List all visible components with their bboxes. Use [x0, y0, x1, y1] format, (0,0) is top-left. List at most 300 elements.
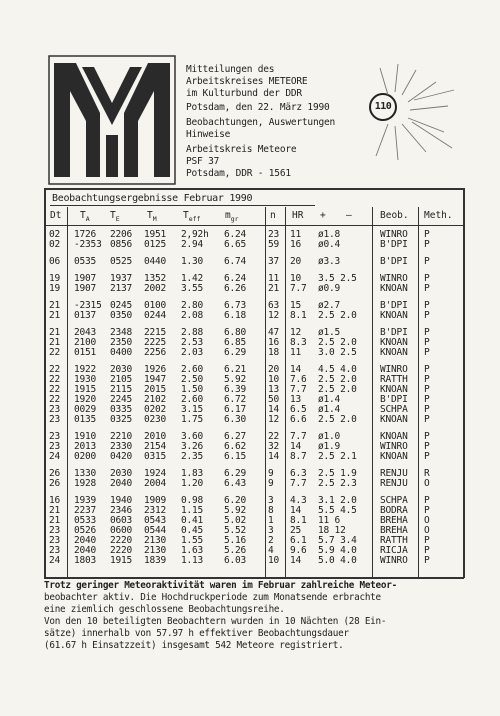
- table-cell-day: 02: [49, 229, 61, 240]
- table-cell-meteor-count: 59: [268, 239, 280, 250]
- table-cell-limiting-mag: 6.39: [224, 384, 247, 395]
- table-cell-end-time: 2350: [110, 337, 133, 348]
- table-cell-limiting-mag: 6.29: [224, 347, 247, 358]
- table-cell-observer: BREHA: [380, 525, 408, 536]
- table-cell-limiting-mag: 6.85: [224, 337, 247, 348]
- table-cell-hourly-rate: 11: [290, 347, 302, 358]
- table-cell-mid-time: 2312: [144, 505, 167, 516]
- table-cell-hourly-rate: 15: [290, 300, 302, 311]
- table-cell-mid-time: 2154: [144, 441, 167, 452]
- table-cell-meteor-count: 12: [268, 310, 280, 321]
- table-cell-effective-time: 2.03: [181, 347, 204, 358]
- table-cell-day: 21: [49, 337, 61, 348]
- table-cell-limiting-mag: 5.52: [224, 525, 247, 536]
- table-cell-meteor-count: 8: [268, 505, 274, 516]
- table-cell-begin-time: 1920: [74, 394, 97, 405]
- table-cell-method: P: [424, 451, 430, 462]
- table-cell-effective-time: 3.60: [181, 431, 204, 442]
- table-cell-limiting-mag: 6.18: [224, 310, 247, 321]
- table-cell-mag-estimates: 18 12: [318, 525, 346, 536]
- table-cell-limiting-mag: 6.74: [224, 256, 247, 267]
- table-cell-meteor-count: 20: [268, 364, 280, 375]
- table-cell-hourly-rate: 14: [290, 364, 302, 375]
- col-header-beob: Beob.: [380, 210, 409, 221]
- table-cell-begin-time: 1928: [74, 478, 97, 489]
- table-cell-method: P: [424, 229, 430, 240]
- table-cell-mid-time: 1352: [144, 273, 167, 284]
- table-cell-observer: KNOAN: [380, 431, 408, 442]
- table-cell-mid-time: 0440: [144, 256, 167, 267]
- table-cell-meteor-count: 23: [268, 229, 280, 240]
- table-cell-effective-time: 1.15: [181, 505, 204, 516]
- table-cell-meteor-count: 47: [268, 327, 280, 338]
- table-cell-effective-time: 0.45: [181, 525, 204, 536]
- table-cell-begin-time: 1907: [74, 273, 97, 284]
- table-cell-mag-estimates: 3.1 2.0: [318, 495, 357, 506]
- header-line-9: Potsdam, DDR - 1561: [186, 168, 291, 179]
- table-cell-begin-time: 1915: [74, 384, 97, 395]
- table-cell-method: P: [424, 545, 430, 556]
- table-cell-effective-time: 3.15: [181, 404, 204, 415]
- table-cell-mid-time: 0543: [144, 515, 167, 526]
- table-cell-meteor-count: 32: [268, 441, 280, 452]
- table-cell-day: 21: [49, 327, 61, 338]
- table-cell-limiting-mag: 5.16: [224, 535, 247, 546]
- table-cell-mag-estimates: ø1.4: [318, 404, 341, 415]
- table-cell-mid-time: 2010: [144, 431, 167, 442]
- table-cell-effective-time: 1.20: [181, 478, 204, 489]
- table-cell-mag-estimates: ø1.4: [318, 394, 341, 405]
- table-cell-begin-time: 1726: [74, 229, 97, 240]
- table-cell-hourly-rate: 8.1: [290, 310, 307, 321]
- table-cell-hourly-rate: 6.5: [290, 404, 307, 415]
- table-cell-limiting-mag: 5.02: [224, 515, 247, 526]
- table-cell-method: P: [424, 300, 430, 311]
- table-cell-begin-time: -2353: [74, 239, 102, 250]
- table-cell-method: P: [424, 239, 430, 250]
- table-cell-limiting-mag: 6.21: [224, 364, 247, 375]
- table-cell-day: 23: [49, 441, 61, 452]
- table-cell-observer: KNOAN: [380, 347, 408, 358]
- table-cell-day: 23: [49, 404, 61, 415]
- col-header-teff-main: T: [183, 210, 189, 221]
- table-cell-begin-time: 2237: [74, 505, 97, 516]
- table-cell-method: P: [424, 347, 430, 358]
- table-cell-end-time: 2030: [110, 364, 133, 375]
- table-cell-end-time: 0856: [110, 239, 133, 250]
- table-cell-end-time: 2210: [110, 431, 133, 442]
- table-cell-mid-time: 1909: [144, 495, 167, 506]
- table-cell-mag-estimates: 5.9 4.0: [318, 545, 357, 556]
- table-cell-observer: WINRO: [380, 364, 408, 375]
- table-cell-limiting-mag: 6.29: [224, 468, 247, 479]
- table-cell-hourly-rate: 25: [290, 525, 302, 536]
- header-line-3: im Kulturbund der DDR: [186, 88, 302, 99]
- table-cell-end-time: 2346: [110, 505, 133, 516]
- table-cell-end-time: 0420: [110, 451, 133, 462]
- table-cell-hourly-rate: 20: [290, 256, 302, 267]
- col-header-teff: [183, 210, 200, 223]
- col-header-dash: —: [346, 210, 352, 221]
- table-cell-hourly-rate: 14: [290, 555, 302, 566]
- table-cell-end-time: 2348: [110, 327, 133, 338]
- table-cell-end-time: 1940: [110, 495, 133, 506]
- table-cell-begin-time: 2043: [74, 327, 97, 338]
- table-cell-day: 23: [49, 545, 61, 556]
- table-cell-meteor-count: 13: [268, 384, 280, 395]
- col-header-te: [110, 210, 120, 223]
- header-line-7: Arbeitskreis Meteore: [186, 144, 297, 155]
- table-cell-end-time: 0400: [110, 347, 133, 358]
- table-cell-meteor-count: 2: [268, 535, 274, 546]
- table-cell-day: 22: [49, 374, 61, 385]
- table-cell-day: 19: [49, 273, 61, 284]
- table-cell-observer: WINRO: [380, 273, 408, 284]
- table-cell-mag-estimates: 5.7 3.4: [318, 535, 357, 546]
- table-cell-day: 19: [49, 283, 61, 294]
- table-cell-effective-time: 2.80: [181, 300, 204, 311]
- table-cell-limiting-mag: 6.43: [224, 478, 247, 489]
- table-cell-day: 24: [49, 555, 61, 566]
- table-cell-begin-time: 2100: [74, 337, 97, 348]
- table-cell-mid-time: 2256: [144, 347, 167, 358]
- table-cell-begin-time: 0151: [74, 347, 97, 358]
- table-cell-meteor-count: 50: [268, 394, 280, 405]
- table-cell-end-time: 1937: [110, 273, 133, 284]
- table-cell-method: P: [424, 337, 430, 348]
- table-cell-limiting-mag: 5.26: [224, 545, 247, 556]
- header-line-2: Arbeitskreises METEORE: [186, 76, 308, 87]
- table-top-border: [44, 188, 464, 190]
- col-header-meth: Meth.: [424, 210, 453, 221]
- table-cell-day: 26: [49, 478, 61, 489]
- table-cell-hourly-rate: 12: [290, 327, 302, 338]
- table-cell-observer: KNOAN: [380, 384, 408, 395]
- table-cell-effective-time: 1.75: [181, 414, 204, 425]
- table-cell-limiting-mag: 6.30: [224, 414, 247, 425]
- table-cell-method: P: [424, 364, 430, 375]
- table-cell-mag-estimates: 4.5 4.0: [318, 364, 357, 375]
- table-cell-method: P: [424, 394, 430, 405]
- table-cell-mid-time: 2002: [144, 283, 167, 294]
- table-cell-hourly-rate: 14: [290, 505, 302, 516]
- table-cell-end-time: 0600: [110, 525, 133, 536]
- table-cell-limiting-mag: 6.72: [224, 394, 247, 405]
- table-cell-mid-time: 1947: [144, 374, 167, 385]
- footer-line-2: beobachter aktiv. Die Hochdruckperiode zum Monatsende erbrachte: [44, 592, 381, 603]
- table-cell-observer: B'DPI: [380, 327, 408, 338]
- table-cell-limiting-mag: 5.92: [224, 505, 247, 516]
- table-cell-limiting-mag: 6.15: [224, 451, 247, 462]
- col-rule-1: [67, 207, 68, 577]
- table-cell-effective-time: 2,92h: [181, 229, 209, 240]
- table-cell-mag-estimates: 2.5 2.0: [318, 337, 357, 348]
- table-cell-effective-time: 1.63: [181, 545, 204, 556]
- table-cell-hourly-rate: 11: [290, 229, 302, 240]
- table-cell-mag-estimates: 5.0 4.0: [318, 555, 357, 566]
- table-cell-method: P: [424, 256, 430, 267]
- col-header-ta-sub: A: [85, 214, 90, 223]
- table-cell-day: 21: [49, 310, 61, 321]
- col-header-ta-main: T: [80, 210, 86, 221]
- table-cell-hourly-rate: 9.6: [290, 545, 307, 556]
- table-cell-mid-time: 2102: [144, 394, 167, 405]
- table-cell-day: 23: [49, 535, 61, 546]
- table-cell-method: O: [424, 515, 430, 526]
- table-cell-observer: BREHA: [380, 515, 408, 526]
- table-cell-effective-time: 1.13: [181, 555, 204, 566]
- table-cell-begin-time: 1803: [74, 555, 97, 566]
- table-cell-meteor-count: 1: [268, 515, 274, 526]
- table-cell-end-time: 2206: [110, 229, 133, 240]
- table-cell-hourly-rate: 7.7: [290, 478, 307, 489]
- table-cell-observer: RATTH: [380, 374, 408, 385]
- table-cell-effective-time: 1.83: [181, 468, 204, 479]
- footer-line-4: Von den 10 beteiligten Beobachtern wurden in 10 Nächten (28 Ein-: [44, 616, 387, 627]
- col-rule-2: [265, 207, 266, 577]
- col-header-mgr-main: m: [225, 210, 231, 221]
- table-title: Beobachtungsergebnisse Februar 1990: [52, 193, 253, 204]
- table-cell-begin-time: 2013: [74, 441, 97, 452]
- col-header-tm-main: T: [147, 210, 153, 221]
- table-cell-day: 23: [49, 525, 61, 536]
- issue-number: 110: [374, 101, 392, 112]
- table-cell-begin-time: 0137: [74, 310, 97, 321]
- table-cell-observer: B'DPI: [380, 239, 408, 250]
- table-cell-begin-time: 0535: [74, 256, 97, 267]
- table-cell-observer: WINRO: [380, 441, 408, 452]
- table-cell-method: O: [424, 525, 430, 536]
- table-cell-meteor-count: 10: [268, 555, 280, 566]
- table-cell-hourly-rate: 7.7: [290, 431, 307, 442]
- table-cell-method: P: [424, 327, 430, 338]
- table-cell-observer: KNOAN: [380, 414, 408, 425]
- table-cell-observer: RENJU: [380, 468, 408, 479]
- table-cell-begin-time: 0533: [74, 515, 97, 526]
- table-cell-day: 16: [49, 495, 61, 506]
- table-cell-begin-time: 0526: [74, 525, 97, 536]
- table-cell-observer: SCHPA: [380, 495, 408, 506]
- table-cell-effective-time: 2.35: [181, 451, 204, 462]
- table-cell-hourly-rate: 8.3: [290, 337, 307, 348]
- col-header-teff-sub: eff: [188, 214, 201, 223]
- table-cell-end-time: 1915: [110, 555, 133, 566]
- header-line-8: PSF 37: [186, 156, 220, 167]
- header-line-6: Hinweise: [186, 129, 231, 140]
- table-cell-mag-estimates: 11 6: [318, 515, 341, 526]
- table-cell-effective-time: 0.98: [181, 495, 204, 506]
- table-cell-begin-time: 1930: [74, 374, 97, 385]
- table-cell-end-time: 2105: [110, 374, 133, 385]
- table-cell-mid-time: 0202: [144, 404, 167, 415]
- table-cell-method: P: [424, 374, 430, 385]
- table-cell-mag-estimates: 2.5 2.0: [318, 384, 357, 395]
- table-cell-mid-time: 0125: [144, 239, 167, 250]
- header-underline: [44, 225, 464, 226]
- table-cell-hourly-rate: 8.7: [290, 451, 307, 462]
- table-cell-mag-estimates: 2.5 2.1: [318, 451, 357, 462]
- table-cell-observer: WINRO: [380, 555, 408, 566]
- table-cell-method: P: [424, 535, 430, 546]
- table-cell-limiting-mag: 6.20: [224, 495, 247, 506]
- col-rule-4: [372, 207, 373, 577]
- table-cell-begin-time: -2315: [74, 300, 102, 311]
- table-bottom-border: [44, 577, 464, 579]
- table-cell-effective-time: 2.08: [181, 310, 204, 321]
- table-cell-end-time: 0325: [110, 414, 133, 425]
- table-cell-end-time: 2137: [110, 283, 133, 294]
- table-cell-limiting-mag: 6.03: [224, 555, 247, 566]
- table-cell-end-time: 0603: [110, 515, 133, 526]
- table-cell-limiting-mag: 6.80: [224, 327, 247, 338]
- table-cell-mag-estimates: 2.5 1.9: [318, 468, 357, 479]
- table-cell-limiting-mag: 6.73: [224, 300, 247, 311]
- table-cell-end-time: 2040: [110, 478, 133, 489]
- table-cell-hourly-rate: 14: [290, 441, 302, 452]
- col-header-hr: HR: [292, 210, 304, 221]
- table-cell-mid-time: 0230: [144, 414, 167, 425]
- table-cell-end-time: 2030: [110, 468, 133, 479]
- table-cell-day: 22: [49, 347, 61, 358]
- table-cell-observer: KNOAN: [380, 337, 408, 348]
- table-cell-observer: B'DPI: [380, 300, 408, 311]
- table-cell-day: 21: [49, 505, 61, 516]
- table-cell-begin-time: 1939: [74, 495, 97, 506]
- table-cell-mag-estimates: ø1.9: [318, 441, 341, 452]
- table-cell-day: 22: [49, 394, 61, 405]
- table-cell-limiting-mag: 6.24: [224, 229, 247, 240]
- table-cell-meteor-count: 37: [268, 256, 280, 267]
- table-cell-observer: RENJU: [380, 478, 408, 489]
- table-cell-effective-time: 2.50: [181, 374, 204, 385]
- col-header-dt: Dt: [50, 210, 62, 221]
- table-cell-mid-time: 2130: [144, 545, 167, 556]
- table-cell-effective-time: 0.41: [181, 515, 204, 526]
- table-left-border: [44, 188, 46, 578]
- col-header-plus: +: [320, 210, 326, 221]
- table-cell-meteor-count: 21: [268, 283, 280, 294]
- table-cell-hourly-rate: 8.1: [290, 515, 307, 526]
- table-cell-meteor-count: 9: [268, 468, 274, 479]
- table-cell-mag-estimates: ø0.9: [318, 283, 341, 294]
- table-cell-meteor-count: 63: [268, 300, 280, 311]
- table-cell-begin-time: 0029: [74, 404, 97, 415]
- table-cell-observer: RICJA: [380, 545, 408, 556]
- footer-line-5: sätze) innerhalb von 57.97 h effektiver Beobachtungsdauer: [44, 628, 349, 639]
- table-cell-hourly-rate: 7.7: [290, 384, 307, 395]
- table-cell-end-time: 2115: [110, 384, 133, 395]
- table-cell-meteor-count: 4: [268, 545, 274, 556]
- table-cell-method: P: [424, 555, 430, 566]
- table-cell-hourly-rate: 6.1: [290, 535, 307, 546]
- table-cell-hourly-rate: 10: [290, 273, 302, 284]
- table-cell-hourly-rate: 6.6: [290, 414, 307, 425]
- col-rule-5: [418, 207, 419, 577]
- table-cell-observer: B'DPI: [380, 394, 408, 405]
- table-cell-mag-estimates: ø1.0: [318, 431, 341, 442]
- table-cell-observer: KNOAN: [380, 451, 408, 462]
- col-header-te-sub: E: [115, 214, 120, 223]
- table-cell-mag-estimates: 5.5 4.5: [318, 505, 357, 516]
- col-header-ta: [80, 210, 90, 223]
- table-cell-mag-estimates: ø1.8: [318, 229, 341, 240]
- footer-line-6: (61.67 h Einsatzzeit) insgesamt 542 Meteore registriert.: [44, 640, 344, 651]
- col-rule-3: [285, 207, 286, 577]
- table-cell-mag-estimates: 3.0 2.5: [318, 347, 357, 358]
- table-cell-hourly-rate: 6.3: [290, 468, 307, 479]
- table-cell-effective-time: 1.30: [181, 256, 204, 267]
- table-cell-observer: KNOAN: [380, 310, 408, 321]
- table-cell-effective-time: 2.53: [181, 337, 204, 348]
- table-cell-method: P: [424, 384, 430, 395]
- table-cell-hourly-rate: 16: [290, 239, 302, 250]
- table-cell-limiting-mag: 6.17: [224, 404, 247, 415]
- table-cell-begin-time: 1330: [74, 468, 97, 479]
- table-cell-meteor-count: 18: [268, 347, 280, 358]
- table-cell-method: P: [424, 273, 430, 284]
- table-cell-mag-estimates: ø0.4: [318, 239, 341, 250]
- table-cell-mag-estimates: 3.5 2.5: [318, 273, 357, 284]
- table-cell-mid-time: 1839: [144, 555, 167, 566]
- table-cell-end-time: 2245: [110, 394, 133, 405]
- table-cell-method: P: [424, 441, 430, 452]
- table-cell-mid-time: 1926: [144, 364, 167, 375]
- table-cell-mag-estimates: ø3.3: [318, 256, 341, 267]
- table-cell-effective-time: 2.94: [181, 239, 204, 250]
- table-cell-observer: B'DPI: [380, 256, 408, 267]
- table-cell-observer: RATTH: [380, 535, 408, 546]
- table-cell-begin-time: 0135: [74, 414, 97, 425]
- table-cell-hourly-rate: 13: [290, 394, 302, 405]
- table-cell-mag-estimates: 2.5 2.0: [318, 374, 357, 385]
- table-cell-day: 22: [49, 384, 61, 395]
- table-cell-day: 21: [49, 515, 61, 526]
- table-cell-effective-time: 2.60: [181, 394, 204, 405]
- table-cell-hourly-rate: 4.3: [290, 495, 307, 506]
- table-cell-method: P: [424, 404, 430, 415]
- table-cell-limiting-mag: 6.27: [224, 431, 247, 442]
- table-cell-observer: BODRA: [380, 505, 408, 516]
- table-cell-begin-time: 2040: [74, 545, 97, 556]
- table-cell-method: P: [424, 414, 430, 425]
- table-cell-mid-time: 0544: [144, 525, 167, 536]
- table-cell-limiting-mag: 5.92: [224, 374, 247, 385]
- col-header-te-main: T: [110, 210, 116, 221]
- col-header-tm: [147, 210, 157, 223]
- table-cell-effective-time: 3.26: [181, 441, 204, 452]
- table-cell-mid-time: 0315: [144, 451, 167, 462]
- table-cell-effective-time: 2.60: [181, 364, 204, 375]
- table-cell-end-time: 0350: [110, 310, 133, 321]
- table-cell-end-time: 0245: [110, 300, 133, 311]
- table-cell-meteor-count: 22: [268, 431, 280, 442]
- table-cell-mid-time: 2130: [144, 535, 167, 546]
- table-cell-method: P: [424, 283, 430, 294]
- table-cell-day: 23: [49, 414, 61, 425]
- table-cell-meteor-count: 10: [268, 374, 280, 385]
- table-cell-day: 06: [49, 256, 61, 267]
- table-cell-method: P: [424, 310, 430, 321]
- table-cell-observer: KNOAN: [380, 283, 408, 294]
- table-cell-end-time: 0335: [110, 404, 133, 415]
- table-cell-begin-time: 2040: [74, 535, 97, 546]
- table-cell-end-time: 2220: [110, 535, 133, 546]
- table-cell-meteor-count: 9: [268, 478, 274, 489]
- table-cell-mid-time: 1951: [144, 229, 167, 240]
- mm-logo: [48, 55, 176, 185]
- table-cell-begin-time: 1910: [74, 431, 97, 442]
- table-right-border: [463, 188, 465, 578]
